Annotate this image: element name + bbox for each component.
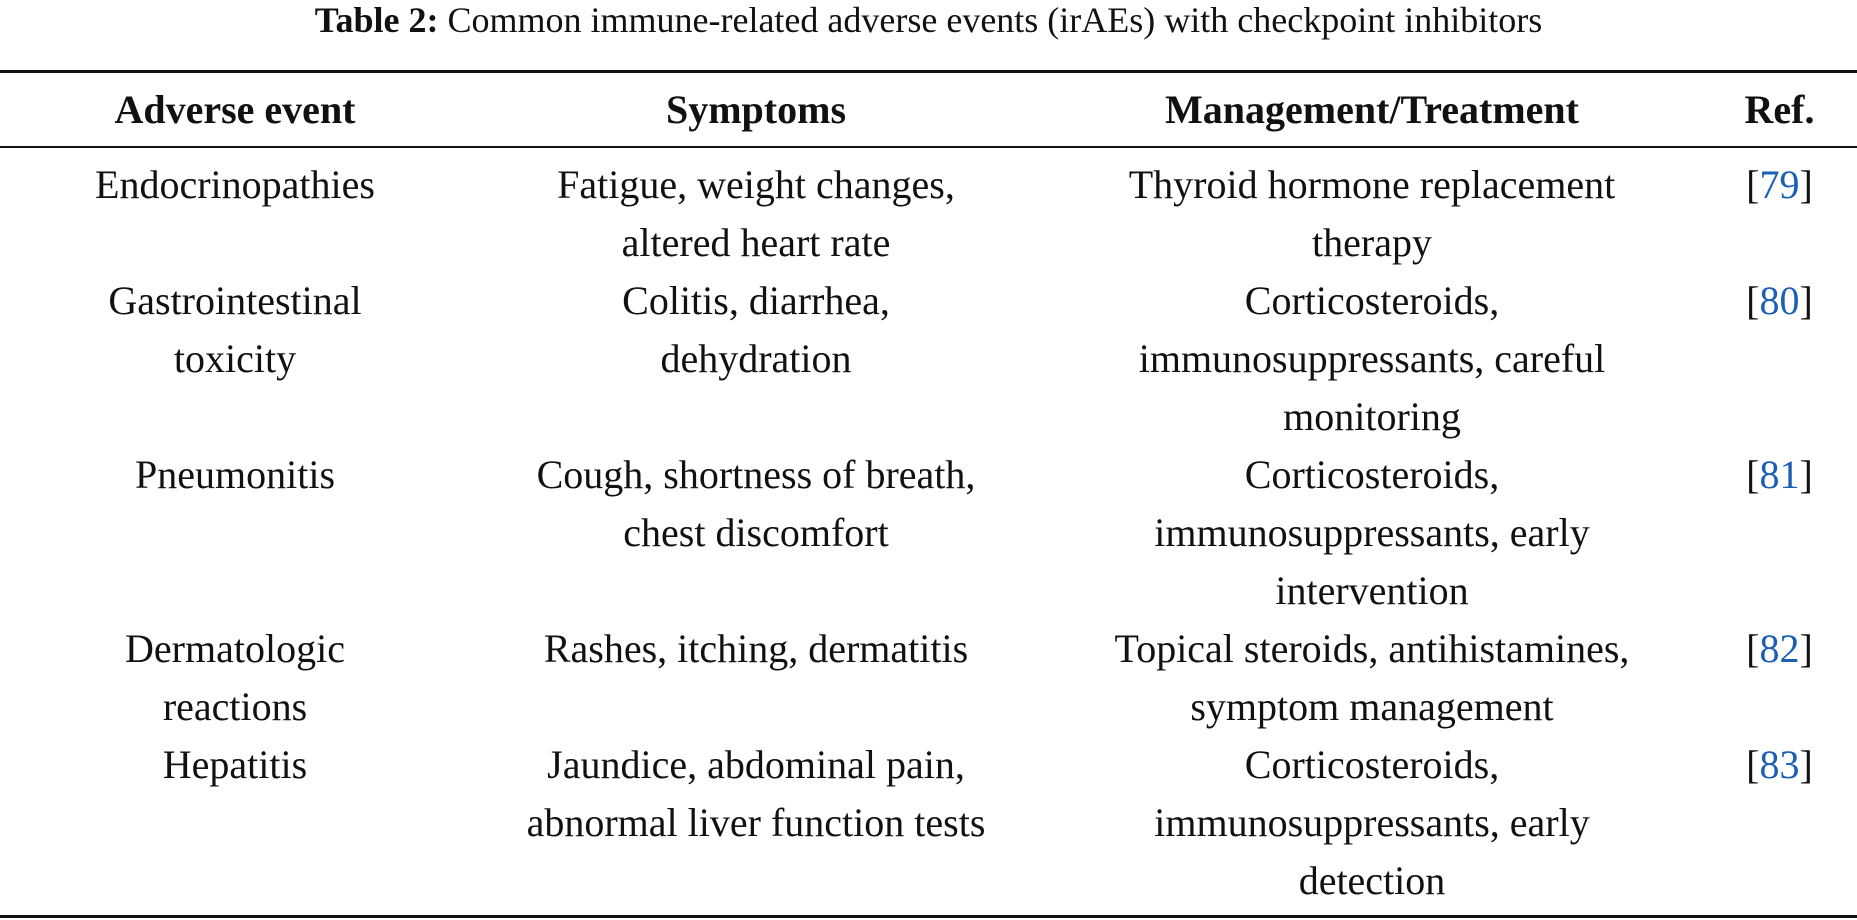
management-cell: Thyroid hormone replacement therapy bbox=[1128, 162, 1616, 265]
ref-cell: [79] bbox=[1746, 162, 1813, 207]
table-caption bbox=[0, 0, 1857, 40]
event-cell: Endocrinopathies bbox=[95, 162, 375, 207]
symptoms-cell: Cough, shortness of breath, chest discomfort bbox=[536, 452, 976, 555]
table-caption-label: Table 2: bbox=[314, 0, 439, 40]
event-cell: Gastrointestinal toxicity bbox=[108, 278, 362, 381]
header-adverse-event: Adverse event bbox=[114, 86, 356, 132]
ref-cell: [81] bbox=[1746, 452, 1813, 497]
adverse-events-table bbox=[0, 73, 1857, 910]
bottom-rule bbox=[0, 915, 1857, 918]
symptoms-cell: Fatigue, weight changes, altered heart rate bbox=[557, 162, 955, 265]
header-symptoms: Symptoms bbox=[665, 86, 847, 132]
ref-cell: [82] bbox=[1746, 626, 1813, 671]
table-row bbox=[0, 446, 1857, 620]
ref-link[interactable]: 81 bbox=[1759, 452, 1800, 497]
ref-link[interactable]: 80 bbox=[1759, 278, 1800, 323]
table-row bbox=[0, 146, 1857, 272]
header-ref: Ref. bbox=[1744, 86, 1815, 132]
management-cell: Topical steroids, antihistamines, symptom management bbox=[1114, 626, 1630, 729]
symptoms-cell: Rashes, itching, dermatitis bbox=[543, 626, 969, 671]
ref-link[interactable]: 79 bbox=[1759, 162, 1800, 207]
ref-link[interactable]: 82 bbox=[1759, 626, 1800, 671]
table-caption-text: Common immune-related adverse events (irAEs) with checkpoint inhibitors bbox=[438, 0, 1543, 40]
management-cell: Corticosteroids, immunosuppressants, early detection bbox=[1154, 742, 1590, 903]
event-cell: Dermatologic reactions bbox=[125, 626, 345, 729]
management-cell: Corticosteroids, immunosuppressants, careful monitoring bbox=[1138, 278, 1606, 439]
event-cell: Hepatitis bbox=[162, 742, 308, 787]
symptoms-cell: Jaundice, abdominal pain, abnormal liver function tests bbox=[526, 742, 986, 845]
table-row bbox=[0, 272, 1857, 446]
symptoms-cell: Colitis, diarrhea, dehydration bbox=[622, 278, 890, 381]
header-management: Management/Treatment bbox=[1165, 86, 1579, 132]
ref-cell: [83] bbox=[1746, 742, 1813, 787]
table-row bbox=[0, 736, 1857, 910]
event-cell: Pneumonitis bbox=[134, 452, 336, 497]
table-row bbox=[0, 620, 1857, 736]
header-row bbox=[0, 73, 1857, 146]
ref-link[interactable]: 83 bbox=[1759, 742, 1800, 787]
ref-cell: [80] bbox=[1746, 278, 1813, 323]
management-cell: Corticosteroids, immunosuppressants, early intervention bbox=[1154, 452, 1590, 613]
